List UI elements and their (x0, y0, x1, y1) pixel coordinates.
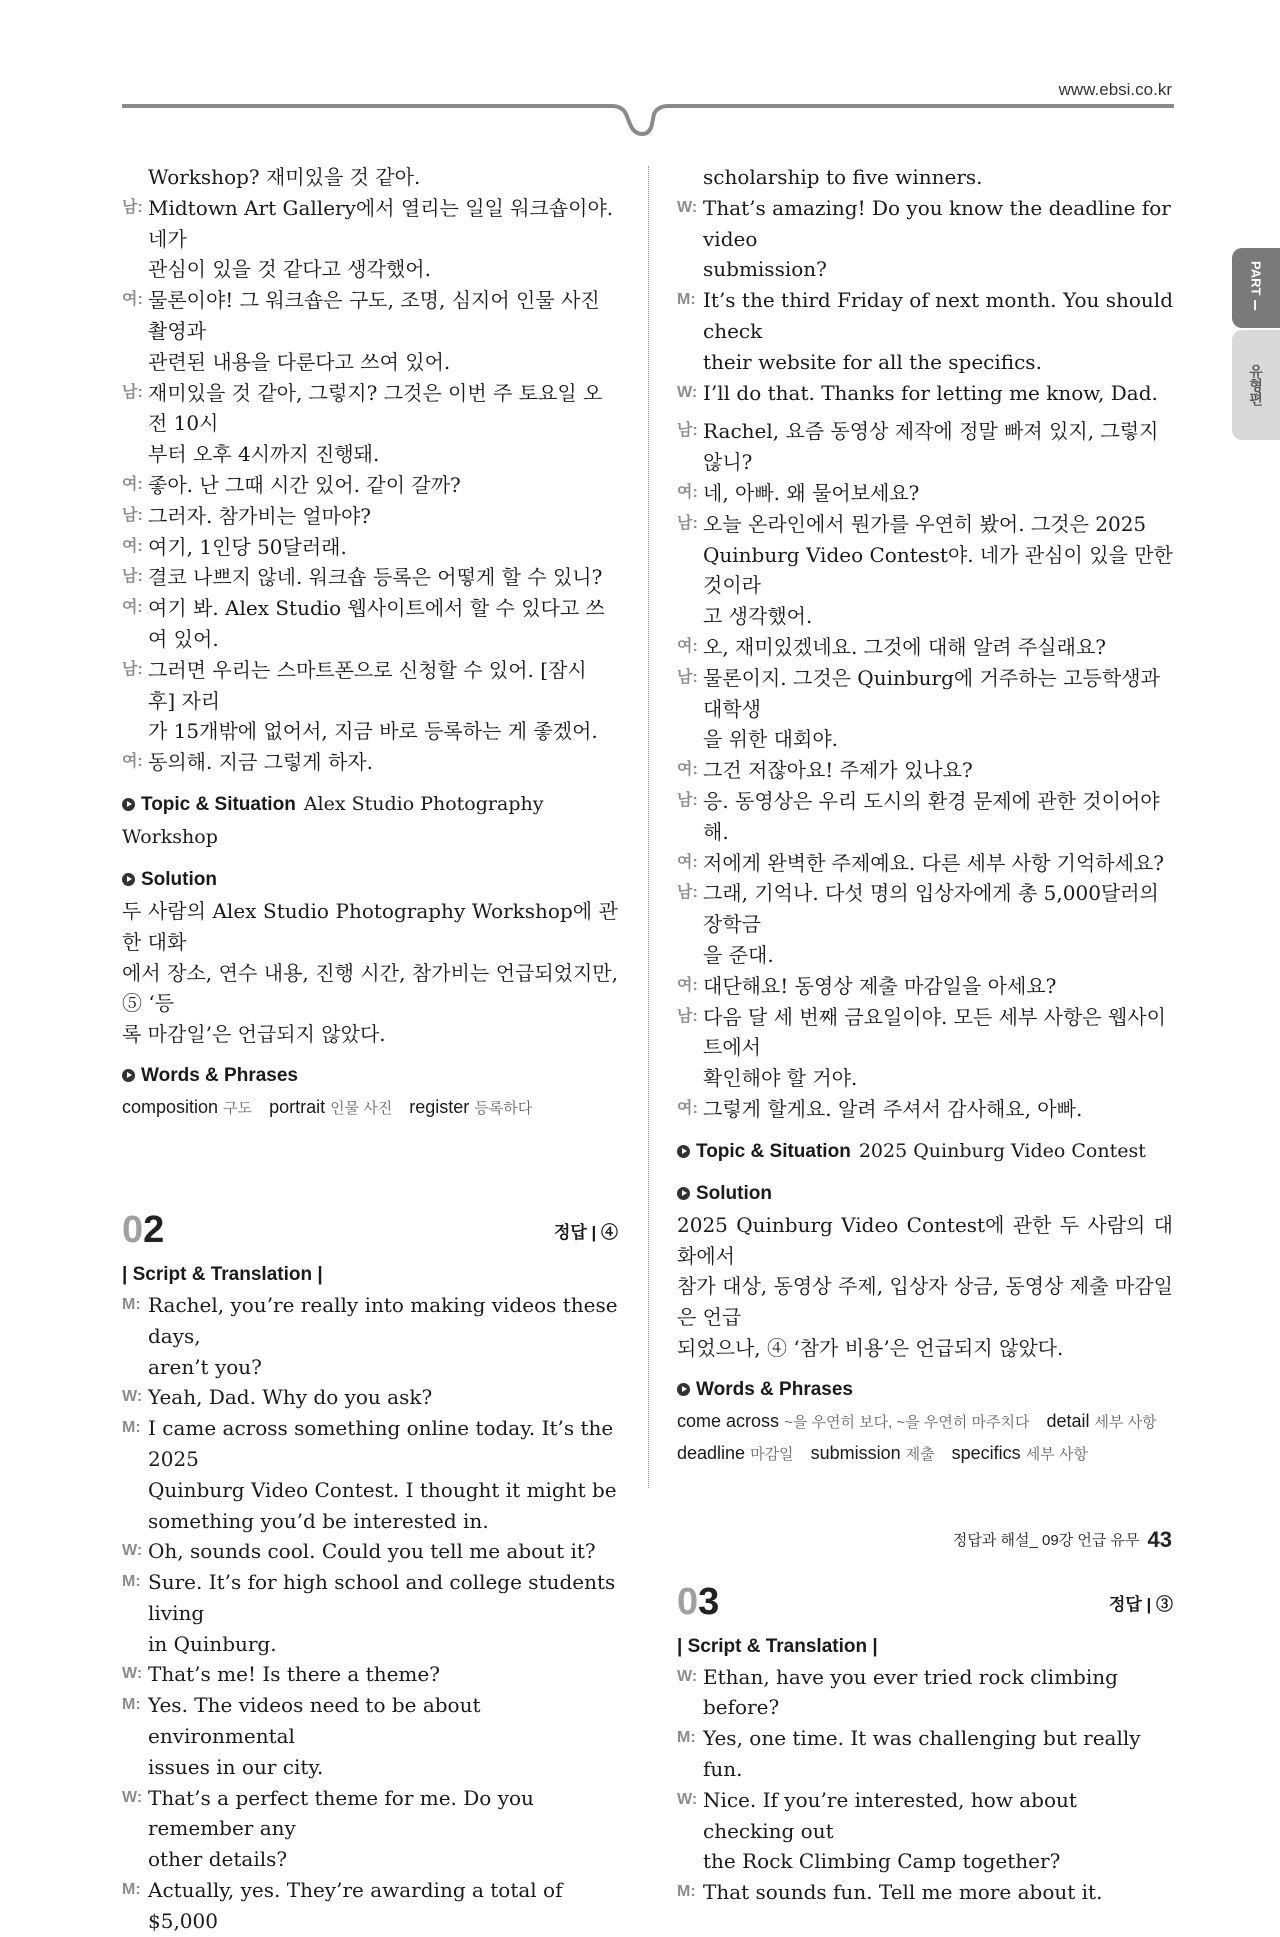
speaker-label: W: (122, 1788, 143, 1806)
dialogue-line: W: Nice. If you’re interested, how about checking out the Rock Climbing Camp together? (677, 1785, 1173, 1877)
speaker-label: 여: (122, 753, 143, 771)
speaker-label: M: (677, 1729, 696, 1747)
play-icon (122, 873, 135, 886)
speaker-label: M: (122, 1881, 141, 1899)
dialogue-line: M: Rachel, you’re really into making videos these days, aren’t you? (122, 1290, 618, 1382)
page-number: 43 (1147, 1527, 1172, 1552)
play-icon (677, 1145, 690, 1158)
q02-english-dialogue (122, 1290, 618, 1937)
dialogue-line: W: That’s me! Is there a theme? (122, 1659, 618, 1690)
intro-first-line: Workshop? 재미있을 것 같아. (148, 165, 421, 189)
topic-value: 2025 Quinburg Video Contest (858, 1139, 1146, 1162)
dialogue-line: 여: 여기 봐. Alex Studio 웹사이트에서 할 수 있다고 쓰여 있어. (122, 593, 618, 655)
q02-english-dialogue-cont (677, 193, 1173, 409)
speaker-label: M: (677, 291, 696, 309)
dialogue-line: W: Oh, sounds cool. Could you tell me about it? (122, 1536, 618, 1567)
script-heading: | Script & Translation | (677, 1635, 878, 1657)
dialogue-line: W: That’s a perfect theme for me. Do you remember any other details? (122, 1783, 618, 1875)
play-icon (677, 1187, 690, 1200)
play-icon (677, 1383, 690, 1396)
speaker-label: 여: (677, 483, 698, 501)
speaker-label: W: (122, 1665, 143, 1683)
dialogue-line: 여: 저에게 완벽한 주제예요. 다른 세부 사항 기억하세요? (677, 848, 1173, 879)
speaker-label: 여: (122, 475, 143, 493)
site-url: www.ebsi.co.kr (1058, 80, 1172, 99)
speaker-label: 남: (677, 791, 698, 809)
dialogue-line: 남: 그러면 우리는 스마트폰으로 신청할 수 있어. [잠시 후] 자리 가 15개밖에 없어서, 지금 바로 등록하는 게 좋겠어. (122, 655, 618, 747)
q03-english-dialogue (677, 1662, 1173, 1908)
solution-heading: Solution (122, 864, 618, 896)
question-number: 03 (677, 1580, 720, 1623)
speaker-label: W: (677, 1667, 698, 1685)
topic-value: Alex Studio Photography Workshop (122, 792, 544, 848)
dialogue-line: 여: 오, 재미있겠네요. 그것에 대해 알려 주실래요? (677, 632, 1173, 663)
dialogue-line: 남: 다음 달 세 번째 금요일이야. 모든 세부 사항은 웹사이트에서 확인해야 할 거야. (677, 1002, 1173, 1094)
answer-label: 정답 | ③ (1108, 1594, 1173, 1614)
speaker-label: W: (122, 1388, 143, 1406)
speaker-label: W: (122, 1542, 143, 1560)
topic-situation-heading: Topic & Situation Alex Studio Photography Workshop (122, 792, 544, 848)
solution-heading: Solution (677, 1178, 1173, 1210)
speaker-label: 여: (122, 291, 143, 309)
intro-dialogue (122, 193, 618, 778)
dialogue-line: M: Sure. It’s for high school and college students living in Quinburg. (122, 1567, 618, 1659)
dialogue-line: 여: 그렇게 할게요. 알려 주셔서 감사해요, 아빠. (677, 1094, 1173, 1125)
dialogue-line: M: Yes. The videos need to be about environmental issues in our city. (122, 1690, 618, 1782)
play-icon (122, 1069, 135, 1082)
dialogue-line: 여: 여기, 1인당 50달러래. (122, 532, 618, 563)
left-column (122, 162, 618, 1937)
play-icon (122, 798, 135, 811)
speaker-label: 여: (677, 1099, 698, 1117)
speaker-label: 남: (122, 568, 143, 586)
question-03-header (677, 1580, 1173, 1626)
speaker-label: 남: (677, 1007, 698, 1025)
dialogue-line: 여: 물론이야! 그 워크숍은 구도, 조명, 심지어 인물 사진 촬영과 관련된 내용을 다룬다고 쓰여 있어. (122, 285, 618, 377)
solution-text: 두 사람의 Alex Studio Photography Workshop에 관한 대화 에서 장소, 연수 내용, 진행 시간, 참가비는 언급되었지만, ⑤ ‘등 록 마감일’은 언급되지 않았다. (122, 898, 618, 1047)
dialogue-line: 여: 대단해요! 동영상 제출 마감일을 아세요? (677, 971, 1173, 1002)
dialogue-line: 남: Midtown Art Gallery에서 열리는 일일 워크숍이야. 네가 관심이 있을 것 같다고 생각했어. (122, 193, 618, 285)
q02-korean-dialogue (677, 416, 1173, 1124)
dialogue-line: M: Yes, one time. It was challenging but really fun. (677, 1723, 1173, 1785)
footer-text: 정답과 해설_ 09강 언급 유무 (952, 1532, 1140, 1549)
speaker-label: W: (677, 1790, 698, 1808)
speaker-label: M: (122, 1696, 141, 1714)
speaker-label: M: (677, 1883, 696, 1901)
answer-label: 정답 | ④ (553, 1222, 618, 1242)
dialogue-line: 남: 그러자. 참가비는 얼마야? (122, 501, 618, 532)
dialogue-line: 여: 네, 아빠. 왜 물어보세요? (677, 478, 1173, 509)
solution-text: 2025 Quinburg Video Contest에 관한 두 사람의 대화에서 참가 대상, 동영상 주제, 입상자 상금, 동영상 제출 마감일은 언급 되었으나, ④ ‘참가 비용’은 언급되지 않았다. (677, 1212, 1173, 1360)
speaker-label: 남: (677, 422, 698, 440)
dialogue-line: 남: Rachel, 요즘 동영상 제작에 정말 빠져 있지, 그렇지 않니? (677, 416, 1173, 478)
header-rule (122, 98, 1174, 142)
dialogue-line: 남: 응. 동영상은 우리 도시의 환경 문제에 관한 것이어야 해. (677, 786, 1173, 848)
question-02-header (122, 1208, 618, 1254)
dialogue-line: 남: 오늘 온라인에서 뭔가를 우연히 봤어. 그것은 2025 Quinburg Video Contest야. 네가 관심이 있을 만한 것이라 고 생각했어. (677, 509, 1173, 632)
speaker-label: M: (122, 1419, 141, 1437)
words-list: come across ~을 우연히 보다, ~을 우연히 마주치다 detail 세부 사항 deadline 마감일 submission 제출 specifics 세부 사항 (677, 1410, 1157, 1463)
side-tab-part: PART Ⅰ (1232, 248, 1280, 328)
speaker-label: 남: (677, 884, 698, 902)
dialogue-line: 남: 물론이지. 그것은 Quinburg에 거주하는 고등학생과 대학생 을 위한 대회야. (677, 663, 1173, 755)
dialogue-line: 여: 동의해. 지금 그렇게 하자. (122, 747, 618, 778)
dialogue-line: M: That sounds fun. Tell me more about it. (677, 1877, 1173, 1908)
speaker-label: 남: (122, 383, 143, 401)
words-list: composition 구도 portrait 인물 사진 register 등록하다 (122, 1096, 533, 1117)
column-divider (648, 166, 649, 1488)
script-heading: | Script & Translation | (122, 1263, 323, 1285)
dialogue-line: W: Ethan, have you ever tried rock climbing before? (677, 1662, 1173, 1724)
dialogue-line: 여: 그건 저잖아요! 주제가 있나요? (677, 755, 1173, 786)
speaker-label: M: (122, 1573, 141, 1591)
speaker-label: 여: (122, 599, 143, 617)
page-footer (953, 1527, 1172, 1553)
speaker-label: W: (677, 198, 698, 216)
speaker-label: 남: (122, 506, 143, 524)
speaker-label: 남: (677, 668, 698, 686)
dialogue-line: W: That’s amazing! Do you know the deadline for video submission? (677, 193, 1173, 285)
topic-situation-heading: Topic & Situation 2025 Quinburg Video Contest (677, 1135, 1173, 1168)
dialogue-line: M: Actually, yes. They’re awarding a total of $5,000 (122, 1875, 618, 1937)
dialogue-line: 남: 그래, 기억나. 다섯 명의 입상자에게 총 5,000달러의 장학금 을 준대. (677, 878, 1173, 970)
dialogue-line: W: I’ll do that. Thanks for letting me know, Dad. (677, 378, 1173, 409)
question-number: 02 (122, 1208, 165, 1251)
dialogue-line: W: Yeah, Dad. Why do you ask? (122, 1382, 618, 1413)
dialogue-line: 남: 결코 나쁘지 않네. 워크숍 등록은 어떻게 할 수 있니? (122, 562, 618, 593)
speaker-label: 여: (677, 853, 698, 871)
dialogue-line: M: I came across something online today. It’s the 2025 Quinburg Video Contest. I thought it might be something you’d be interested in. (122, 1413, 618, 1536)
dialogue-line: 여: 좋아. 난 그때 시간 있어. 같이 갈까? (122, 470, 618, 501)
dialogue-line: 남: 재미있을 것 같아, 그렇지? 그것은 이번 주 토요일 오전 10시 부터 오후 4시까지 진행돼. (122, 378, 618, 470)
dialogue-line: M: It’s the third Friday of next month. You should check their website for all the specifics. (677, 285, 1173, 377)
speaker-label: 남: (677, 514, 698, 532)
speaker-label: W: (677, 383, 698, 401)
right-column (677, 162, 1173, 1908)
words-heading: Words & Phrases (677, 1374, 1173, 1406)
speaker-label: 남: (122, 660, 143, 678)
speaker-label: 여: (677, 761, 698, 779)
speaker-label: M: (122, 1295, 141, 1313)
words-heading: Words & Phrases (122, 1060, 618, 1092)
speaker-label: 남: (122, 198, 143, 216)
speaker-label: 여: (677, 976, 698, 994)
side-tab-type: 유형편 (1232, 330, 1280, 440)
speaker-label: 여: (677, 637, 698, 655)
speaker-label: 여: (122, 537, 143, 555)
english-continuation: scholarship to five winners. (703, 165, 983, 189)
